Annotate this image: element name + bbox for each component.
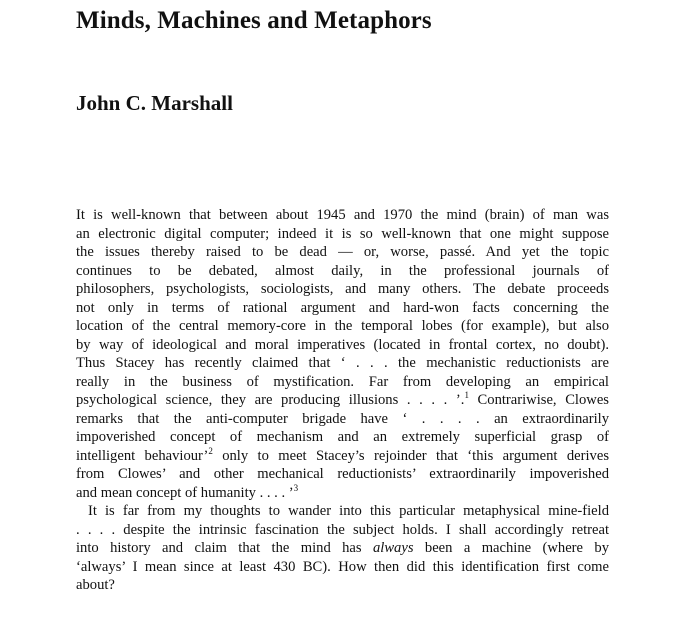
paragraph-2-line-2: . . . . despite the intrinsic fascination the subject holds. I shall accordingly retreat <box>76 521 609 538</box>
paragraph-1-line-12: remarks that the anti-computer brigade have ‘ . . . . an extraordinarily <box>76 410 609 427</box>
paragraph-1-line-3: the issues thereby raised to be dead — or, worse, passé. And yet the topic <box>76 244 609 260</box>
text-segment: been a machine (where by <box>413 540 609 556</box>
text-segment: intelligent behaviour’ <box>76 447 209 464</box>
text-segment: Contrariwise, Clowes <box>468 392 609 408</box>
body-text <box>76 206 609 595</box>
paragraph-1-line-8: by way of ideological and moral imperatives (located in frontal cortex, no doubt). <box>76 336 609 353</box>
footnote-marker-3[interactable]: 3 <box>293 482 299 493</box>
author-name: John C. Marshall <box>76 91 233 115</box>
paragraph-1-line-6: not only in terms of rational argument and hard-won facts concerning the <box>76 299 609 316</box>
text-segment: only to meet Stacey’s rejoinder that ‘this argument derives <box>212 447 609 464</box>
paragraph-1-line-10: really in the business of mystification. Far from developing an empirical <box>76 373 609 390</box>
paragraph-1-line-4: continues to be debated, almost daily, in the professional journals of <box>76 262 609 279</box>
paragraph-1-line-1: It is well-known that between about 1945 and 1970 the mind (brain) of man was <box>76 207 609 223</box>
paragraph-1-line-14 <box>76 447 609 466</box>
footnote-marker-2[interactable]: 2 <box>208 445 213 456</box>
paragraph-2-line-5: about? <box>76 577 115 593</box>
paragraph-1-line-2: an electronic digital computer; indeed it is so well-known that one might suppose <box>76 225 609 242</box>
paragraph-2-line-1: It is far from my thoughts to wander into this particular metaphysical mine-field <box>88 503 609 519</box>
paragraph-2-line-3 <box>76 539 609 558</box>
paragraph-1-line-16 <box>76 484 609 503</box>
paragraph-2-line-4: ‘always’ I mean since at least 430 BC). How then did this identification first come <box>76 558 609 575</box>
text-segment: and mean concept of humanity . . . . ’ <box>76 484 294 501</box>
paragraph-1-line-13: impoverished concept of mechanism and an extremely superficial grasp of <box>76 429 609 445</box>
paper-title: Minds, Machines and Metaphors <box>76 7 432 34</box>
paragraph-1-line-5: philosophers, psychologists, sociologists, and many others. The debate proceeds <box>76 281 609 297</box>
text-segment: psychological science, they are producing illusions . . . . ’. <box>76 392 465 408</box>
footnote-marker-1[interactable]: 1 <box>464 390 469 400</box>
paragraph-1-line-11 <box>76 391 609 410</box>
paragraph-1-line-15: from Clowes’ and other mechanical reductionists’ extraordinarily impoverished <box>76 466 609 482</box>
text-segment: into history and claim that the mind has <box>76 540 373 556</box>
paragraph-1-line-7: location of the central memory-core in the temporal lobes (for example), but also <box>76 318 609 334</box>
emphasis-always: always <box>372 540 414 556</box>
paragraph-1-line-9: Thus Stacey has recently claimed that ‘ . . . the mechanistic reductionists are <box>76 355 609 371</box>
